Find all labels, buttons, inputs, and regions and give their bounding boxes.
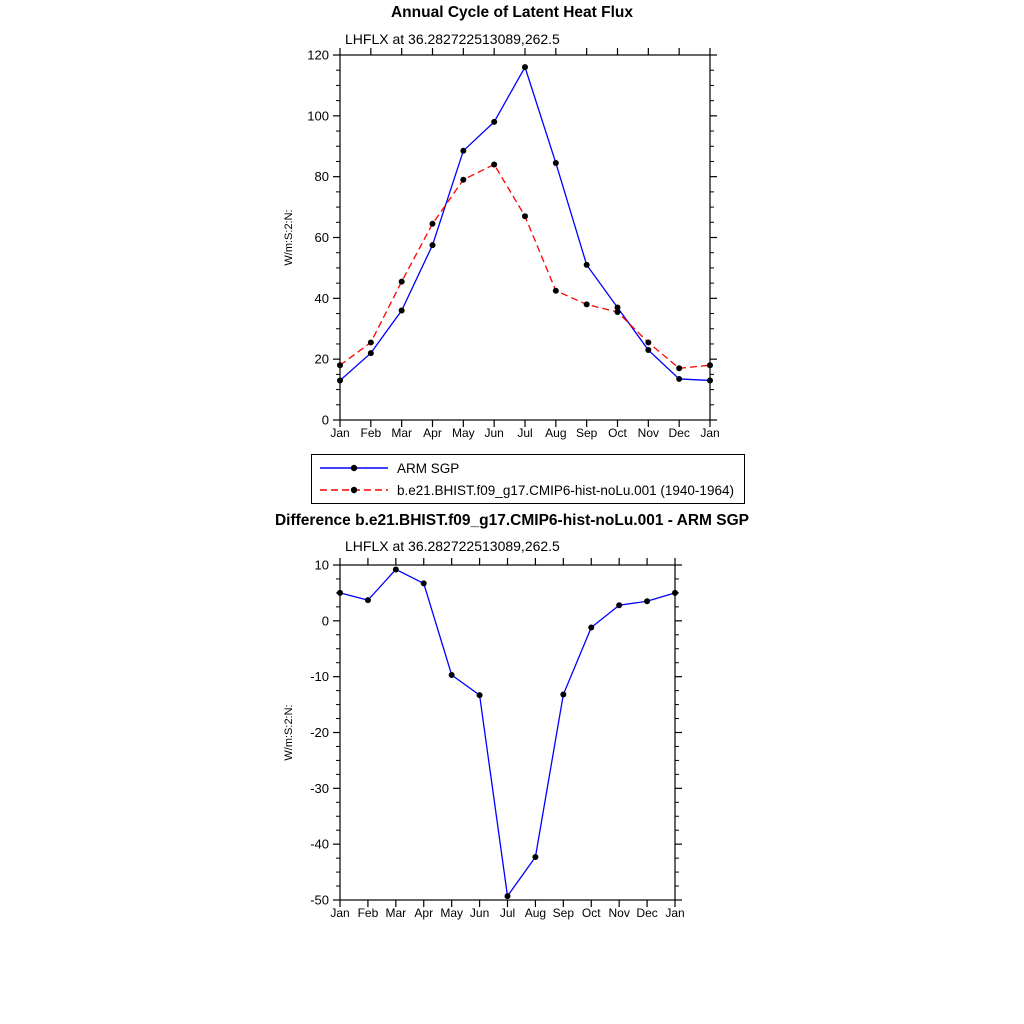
- svg-text:Aug: Aug: [524, 906, 547, 920]
- svg-text:Oct: Oct: [581, 906, 601, 920]
- legend-line-arm-sgp-icon: [317, 460, 391, 476]
- svg-text:Dec: Dec: [636, 906, 658, 920]
- svg-text:Mar: Mar: [385, 906, 407, 920]
- svg-text:Jun: Jun: [484, 426, 504, 440]
- svg-text:Sep: Sep: [575, 426, 598, 440]
- svg-text:Oct: Oct: [608, 426, 627, 440]
- svg-text:May: May: [451, 426, 475, 440]
- legend-line-model-icon: [317, 482, 391, 498]
- svg-text:Mar: Mar: [391, 426, 413, 440]
- svg-text:Aug: Aug: [545, 426, 567, 440]
- legend-label-arm-sgp: ARM SGP: [397, 460, 460, 476]
- svg-text:-50: -50: [310, 892, 329, 908]
- difference-title: Difference b.e21.BHIST.f09_g17.CMIP6-hist-noLu.001 - ARM SGP: [274, 512, 749, 529]
- annual-cycle-title: Annual Cycle of Latent Heat Flux: [390, 4, 633, 21]
- svg-text:Nov: Nov: [637, 426, 660, 440]
- svg-text:Dec: Dec: [668, 426, 690, 440]
- svg-text:Jan: Jan: [330, 426, 350, 440]
- svg-text:Jul: Jul: [499, 906, 516, 920]
- svg-text:Nov: Nov: [608, 906, 630, 920]
- svg-text:100: 100: [307, 108, 329, 124]
- difference-chart: [270, 555, 710, 933]
- svg-text:Apr: Apr: [414, 906, 434, 920]
- svg-text:60: 60: [314, 230, 329, 245]
- svg-text:May: May: [440, 906, 464, 920]
- svg-text:Jan: Jan: [330, 906, 350, 920]
- svg-text:Jan: Jan: [665, 906, 685, 920]
- svg-text:10: 10: [314, 557, 329, 573]
- svg-text:20: 20: [314, 351, 329, 367]
- svg-text:120: 120: [307, 47, 329, 63]
- annual-cycle-subtitle: LHFLX at 36.282722513089,262.5: [345, 31, 560, 47]
- svg-text:Jun: Jun: [469, 906, 490, 920]
- svg-text:W/m:S:2:N:: W/m:S:2:N:: [283, 704, 295, 761]
- svg-text:Feb: Feb: [357, 906, 379, 920]
- svg-text:0: 0: [321, 412, 329, 428]
- legend-label-model: b.e21.BHIST.f09_g17.CMIP6-hist-noLu.001 (1940-1964): [397, 482, 734, 498]
- svg-text:W/m:S:2:N:: W/m:S:2:N:: [283, 209, 295, 266]
- svg-text:-20: -20: [310, 725, 329, 740]
- annual-cycle-chart: [270, 45, 740, 447]
- svg-text:-30: -30: [310, 780, 329, 796]
- difference-subtitle: LHFLX at 36.282722513089,262.5: [345, 538, 560, 554]
- legend-row-arm-sgp: [317, 457, 744, 479]
- svg-text:0: 0: [321, 613, 329, 629]
- svg-text:Apr: Apr: [423, 426, 442, 440]
- svg-text:Feb: Feb: [360, 426, 382, 440]
- svg-text:40: 40: [314, 290, 329, 306]
- svg-text:Jul: Jul: [517, 426, 533, 440]
- svg-text:-10: -10: [310, 669, 329, 685]
- svg-text:-40: -40: [310, 836, 329, 852]
- svg-text:80: 80: [314, 169, 329, 185]
- svg-text:Jan: Jan: [700, 426, 720, 440]
- legend-box: [311, 454, 745, 504]
- legend-row-model: [317, 479, 744, 501]
- svg-text:Sep: Sep: [552, 906, 575, 920]
